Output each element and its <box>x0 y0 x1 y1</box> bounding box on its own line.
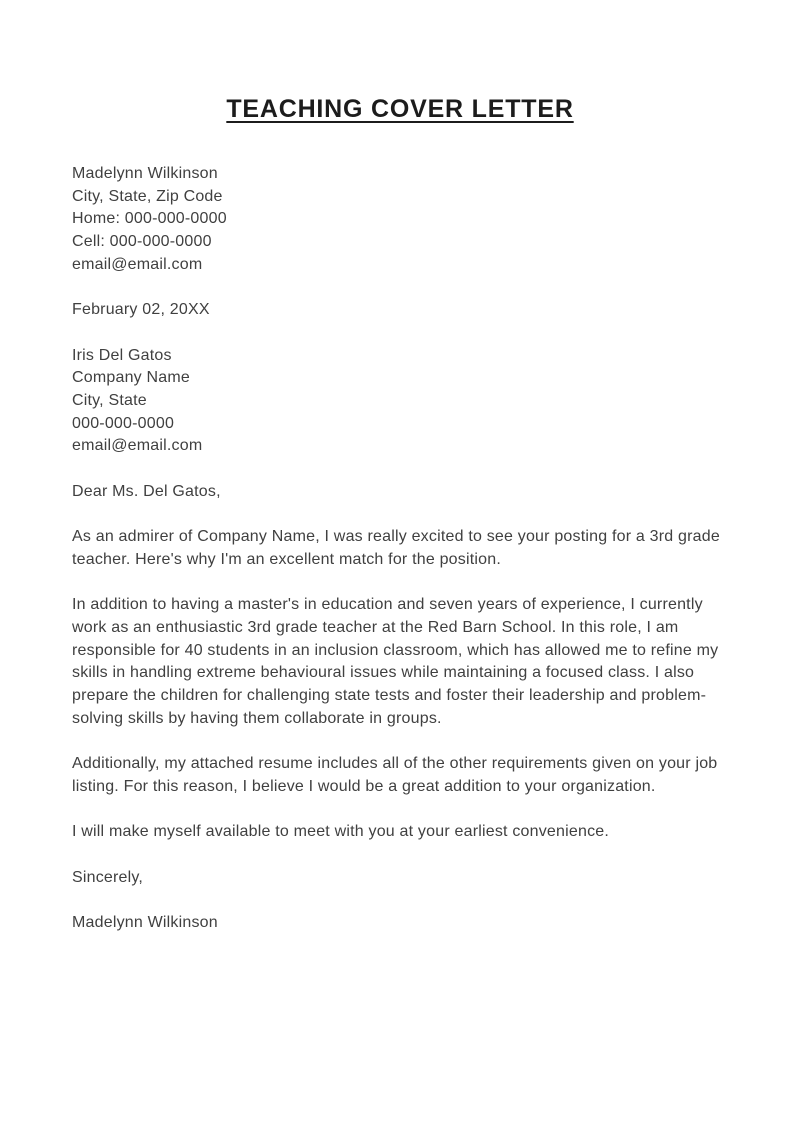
recipient-name: Iris Del Gatos <box>72 346 172 364</box>
paragraph-experience: In addition to having a master's in education and seven years of experience, I currently work as an enthusiastic 3rd grade teacher at the Red Barn School. In this role, I am responsible for 40 students in an inclusion classroom, which has allowed me to refine my skills in handling extreme behavioural issues while maintaining a focused class. I also prepare the children for challenging state tests and foster their leadership and problem-solving skills by having them collaborate in groups. <box>72 596 719 727</box>
paragraph-intro: As an admirer of Company Name, I was really excited to see your posting for a 3rd grade teacher. Here's why I'm an excellent match for the position. <box>72 528 720 568</box>
paragraph-resume: Additionally, my attached resume includes all of the other requirements given on your job listing. For this reason, I believe I would be a great addition to your organization. <box>72 755 718 795</box>
letter-body <box>72 163 728 935</box>
sender-cell-phone: Cell: 000-000-0000 <box>72 233 212 251</box>
sender-address-block <box>72 163 728 277</box>
recipient-company: Company Name <box>72 369 191 387</box>
recipient-phone: 000-000-0000 <box>72 414 175 432</box>
paragraph-availability: I will make myself available to meet with you at your earliest convenience. <box>72 823 610 841</box>
page-title <box>72 0 728 124</box>
salutation: Dear Ms. Del Gatos, <box>72 482 221 500</box>
sender-city-state-zip: City, State, Zip Code <box>72 187 223 205</box>
page-title-text: TEACHING COVER LETTER <box>226 95 574 123</box>
recipient-email: email@email.com <box>72 437 203 455</box>
letter-date: February 02, 20XX <box>72 301 210 319</box>
sender-email: email@email.com <box>72 255 203 273</box>
sender-home-phone: Home: 000-000-0000 <box>72 210 227 228</box>
recipient-city-state: City, State <box>72 392 147 409</box>
signature-name: Madelynn Wilkinson <box>72 914 218 932</box>
recipient-address-block <box>72 345 728 459</box>
closing: Sincerely, <box>72 868 144 886</box>
sender-name: Madelynn Wilkinson <box>72 165 218 182</box>
